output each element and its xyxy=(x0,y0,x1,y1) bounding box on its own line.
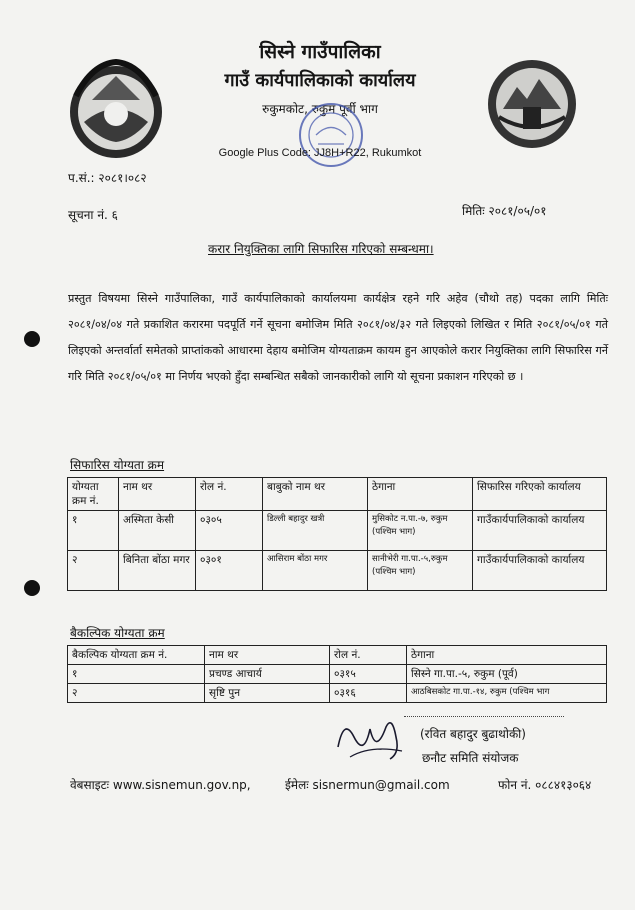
reference-number: प.सं.: २०८१।०८२ xyxy=(68,171,147,185)
recommended-title: सिफारिस योग्यता क्रम xyxy=(70,458,165,472)
address-cell: सानीभेरी गा.पा.-५,रुकुम (पश्चिम भाग) xyxy=(368,551,473,591)
office-title: गाउँ कार्यपालिकाको कार्यालय xyxy=(224,70,416,91)
col-header: बैकल्पिक योग्यता क्रम नं. xyxy=(68,646,205,665)
office-address: रुकुमकोट, रुकुम पूर्वी भाग xyxy=(262,102,378,116)
rank-cell: २ xyxy=(68,684,205,703)
name-cell: प्रचण्ड आचार्य xyxy=(205,665,330,684)
hole-punch-mark xyxy=(24,580,40,596)
col-header: ठेगाना xyxy=(407,646,607,665)
recommended-table xyxy=(67,477,607,591)
table-header-row xyxy=(68,478,607,511)
signatory-name: (रवित बहादुर बुढाथोकी) xyxy=(420,727,526,741)
signature-scribble xyxy=(330,707,410,767)
plus-code: Google Plus Code: JJ8H+R22, Rukumkot xyxy=(218,147,422,159)
table-row xyxy=(68,665,607,684)
notice-date: मितिः २०८१/०५/०१ xyxy=(462,204,547,218)
office-name: सिस्ने गाउँपालिका xyxy=(259,41,381,63)
office-cell: गाउँकार्यपालिकाको कार्यालय xyxy=(473,511,607,551)
father-name-cell: आसिराम बोंठा मगर xyxy=(263,551,368,591)
name-cell: अस्मिता केसी xyxy=(119,511,196,551)
table-row xyxy=(68,684,607,703)
col-header: बाबुको नाम थर xyxy=(263,478,368,511)
address-cell: सिस्ने गा.पा.-५, रुकुम (पूर्व) xyxy=(407,665,607,684)
col-header: ठेगाना xyxy=(368,478,473,511)
notice-number: सूचना नं. ६ xyxy=(68,208,118,222)
father-name-cell: डिल्ली बहादुर खत्री xyxy=(263,511,368,551)
subject-line: करार नियुक्तिका लागि सिफारिस गरिएको सम्बन्धमा। xyxy=(208,242,434,256)
col-header: रोल नं. xyxy=(330,646,407,665)
table-row xyxy=(68,511,607,551)
alternate-title: बैकल्पिक योग्यता क्रम xyxy=(70,626,165,640)
col-header: नाम थर xyxy=(119,478,196,511)
alternate-table xyxy=(67,645,607,703)
rank-cell: १ xyxy=(68,511,119,551)
rank-cell: १ xyxy=(68,665,205,684)
col-header: रोल नं. xyxy=(196,478,263,511)
signatory-role: छनौट समिति संयोजक xyxy=(422,751,519,765)
address-cell: आठबिसकोट गा.पा.-१४, रुकुम (पश्चिम भाग xyxy=(407,684,607,703)
roll-cell: ०३१५ xyxy=(330,665,407,684)
office-stamp-seal xyxy=(296,100,366,170)
roll-cell: ०३१६ xyxy=(330,684,407,703)
hole-punch-mark xyxy=(24,331,40,347)
table-row xyxy=(68,551,607,591)
nepal-emblem-logo xyxy=(62,56,170,164)
notice-body: प्रस्तुत विषयमा सिस्ने गाउँपालिका, गाउँ कार्यपालिकाको कार्यालयमा कार्यक्षेत्र रहने गरि अहेव (चौथो तह) पदका लागि मितिः २०८१/०४/०४ गते प्रकाशित करारमा पदपूर्ति गर्ने सूचना बमोजिम मिति २०८१/०४/३२ गते लिइएको लिखित र मिति २०८१/०५/०१ गते लिइएको अन्तर्वार्ता समेतको प्राप्तांकको आधारमा देहाय बमोजिम योग्यताक्रम कायम हुन आएकोले करार नियुक्तिका लागि सिफारिस गर्ने गरि मिति २०८१/०५/०१ मा निर्णय भएको हुँदा सम्बन्धित सबैको जानकारीको लागि यो सूचना प्रकाशन गरिएको छ । xyxy=(68,292,608,383)
municipality-logo xyxy=(485,57,580,152)
phone-text: फोन नं. ०८८४१३०६४ xyxy=(498,778,592,792)
name-cell: बिनिता बोंठा मगर xyxy=(119,551,196,591)
signature-line xyxy=(404,716,564,717)
email-text: ईमेलः sisnermun@gmail.com xyxy=(285,778,450,792)
col-header: योग्यता क्रम नं. xyxy=(68,478,119,511)
col-header: सिफारिस गरिएको कार्यालय xyxy=(473,478,607,511)
rank-cell: २ xyxy=(68,551,119,591)
address-cell: मुसिकोट न.पा.-७, रुकुम (पश्चिम भाग) xyxy=(368,511,473,551)
roll-cell: ०३०५ xyxy=(196,511,263,551)
office-cell: गाउँकार्यपालिकाको कार्यालय xyxy=(473,551,607,591)
col-header: नाम थर xyxy=(205,646,330,665)
website-text: वेबसाइटः www.sisnemun.gov.np, xyxy=(70,778,251,792)
table-header-row xyxy=(68,646,607,665)
name-cell: सृष्टि पुन xyxy=(205,684,330,703)
roll-cell: ०३०१ xyxy=(196,551,263,591)
